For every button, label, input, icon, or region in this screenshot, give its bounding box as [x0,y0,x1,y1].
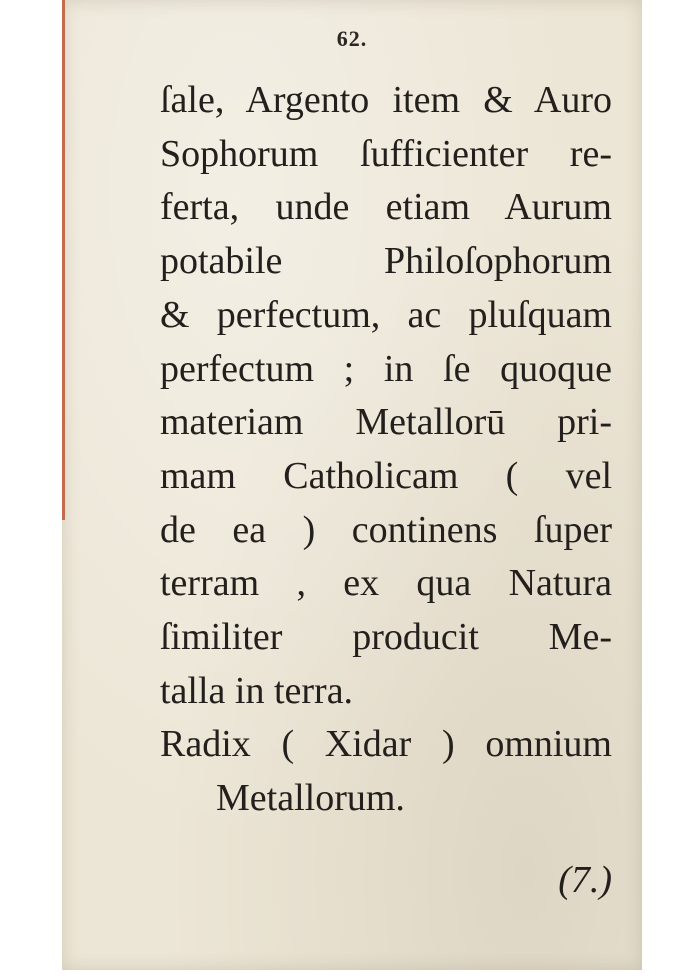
page-edge [62,0,65,520]
book-page [62,0,642,970]
signature-mark: (7.) [558,859,612,901]
text-line: Radix ( Xidar ) omnium [160,723,612,766]
text-line: mam Catholicam ( vel [160,454,612,497]
text-line: ſimiliter producit Me- [160,616,612,659]
text-line: potabile Philoſophorum [160,240,612,283]
text-line: ſale, Argento item & Auro [160,79,612,121]
text-line: talla in terra. [160,669,354,712]
text-line: Metallorum. [216,777,405,820]
text-line: & perfectum, ac pluſquam [160,293,612,336]
text-line: terram , ex qua Natura [160,562,612,605]
text-line: Sophorum ſufficienter re- [160,132,612,175]
text-line: ferta, unde etiam Aurum [160,186,612,229]
text-line: perfectum ; in ſe quoque [160,347,612,390]
text-block [160,74,612,826]
text-line: de ea ) continens ſuper [160,508,612,551]
page-number: 62. [336,26,368,51]
text-line: materiam Metallorū pri- [160,401,612,444]
